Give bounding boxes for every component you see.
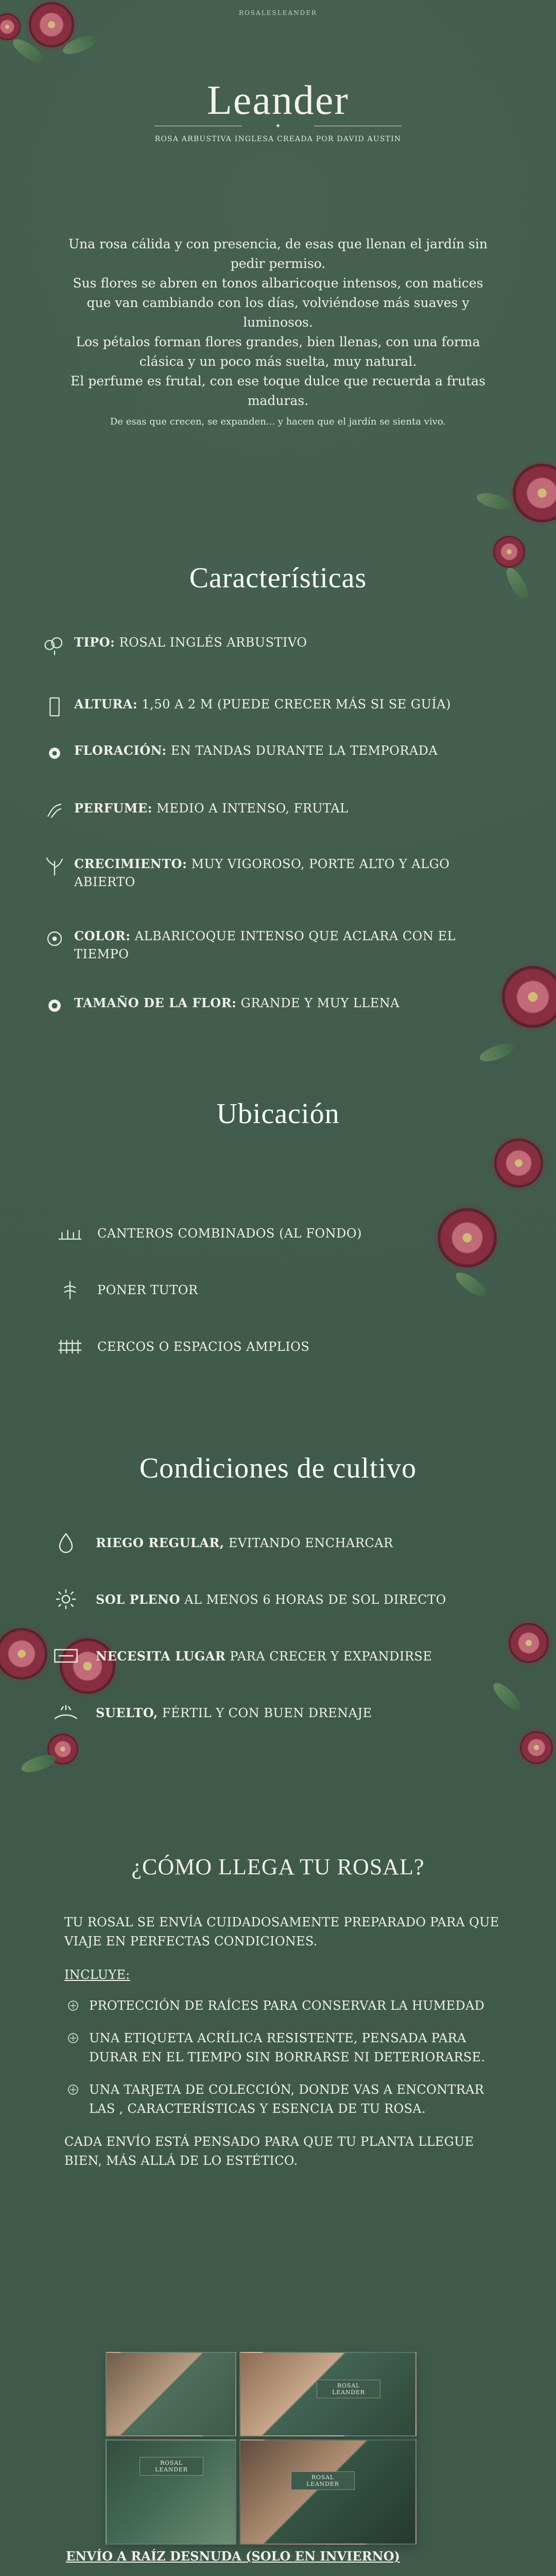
space-icon [47,1643,84,1668]
arrival-bullet-text: UNA TARJETA DE COLECCIÓN, DONDE VAS A ENCONTRAR LAS , CARACTERÍSTICAS Y ESENCIA DE TU ROSA. [89,2082,484,2116]
section-title-arrival: ¿CÓMO LLEGA TU ROSAL? [131,1854,425,1879]
bullet-icon [64,1999,82,2012]
page-title: Leander [206,78,350,123]
package-photo-grid [106,2352,414,2543]
arrival-includes-label: INCLUYE: [64,1968,130,1982]
condition-strong: SOL PLENO [96,1591,181,1607]
stake-icon [54,1278,86,1302]
location-label: PONER TUTOR [97,1283,198,1297]
leaf-decoration [453,1268,490,1300]
section-title-ubicacion: Ubicación [216,1098,340,1130]
rose-decoration-left-cultivo [0,1628,47,1680]
feature-label: FLORACIÓN: [74,743,167,758]
rose-decoration-top-left-small [0,13,21,40]
package-label-card: ROSAL LEANDER [140,2457,203,2476]
leaf-decoration [475,490,513,512]
intro-line: De esas que crecen, se expanden... y hacen que el jardín se sienta vivo. [110,416,446,427]
leaf-decoration [20,1752,58,1775]
bullet-icon [64,2032,82,2044]
intro-line: que van cambiando con los días, volviéndose más suaves y [86,295,470,310]
condition-item [47,1587,446,1612]
feature-value: ROSAL INGLÉS ARBUSTIVO [119,635,307,650]
package-photo [239,2439,416,2545]
location-item [54,1221,362,1246]
arrival-bullet-text: UNA ETIQUETA ACRÍLICA RESISTENTE, PENSADA PARA DURAR EN EL TIEMPO SIN BORRARSE NI DETERIORARSE. [89,2030,485,2064]
rose-decoration-right-cultivo [509,1623,549,1663]
condition-item [47,1700,372,1725]
color-icon [41,927,68,950]
arrival-intro: TU ROSAL SE ENVÍA CUIDADOSAMENTE PREPARADO PARA QUE VIAJE EN PERFECTAS CONDICIONES. [64,1915,499,1949]
feature-label: PERFUME: [74,801,152,816]
feature-value: GRANDE Y MUY LLENA [240,996,400,1010]
package-label-card: ROSAL LEANDER [317,2380,380,2398]
feature-label: TIPO: [74,635,115,650]
package-label-card: ROSAL LEANDER [291,2471,355,2490]
rose-decoration-right-location-3 [494,1139,543,1188]
arrival-bullet-text: PROTECCIÓN DE RAÍCES PARA CONSERVAR LA HUMEDAD [89,1998,485,2013]
rose-decoration-right-cultivo-2 [520,1731,553,1764]
feature-value: ALBARICOQUE INTENSO QUE ACLARA CON EL TIEMPO [74,929,456,961]
intro-text [57,234,499,429]
condition-rest: AL MENOS 6 HORAS DE SOL DIRECTO [180,1592,446,1607]
feature-value: MUY VIGOROSO, PORTE ALTO Y ALGO ABIERTO [74,857,450,889]
condition-strong: SUELTO, [96,1705,158,1720]
feature-value: 1,50 A 2 M (PUEDE CRECER MÁS SI SE GUÍA) [142,697,451,711]
arrival-bullet [64,2029,502,2067]
feature-label: COLOR: [74,928,131,943]
condition-rest: EVITANDO ENCHARCAR [224,1535,393,1550]
condition-strong: RIEGO REGULAR, [96,1535,224,1550]
bullet-icon [64,2083,82,2096]
feature-item [41,800,349,822]
title-ornament: ✦ [154,122,402,131]
intro-line: Sus flores se abren en tonos albaricoque intensos, con matices [73,276,483,291]
section-title-caracteristicas: Características [189,562,367,594]
feature-item [41,742,438,765]
intro-line: Una rosa cálida y con presencia, de esas que llenan el jardín sin [68,236,488,251]
condition-item [47,1530,393,1555]
feature-value: EN TANDAS DURANTE LA TEMPORADA [170,743,438,758]
condition-rest: PARA CRECER Y EXPANDIRSE [225,1649,432,1664]
feature-item [41,696,496,718]
arrival-closing: CADA ENVÍO ESTÁ PENSADO PARA QUE TU PLANTA LLEGUE BIEN, MÁS ALLÁ DE LO ESTÉTICO. [64,2134,474,2168]
location-label: CANTEROS COMBINADOS (AL FONDO) [97,1226,362,1241]
rose-decoration-right-mid [513,464,556,522]
location-label: CERCOS O ESPACIOS AMPLIOS [97,1340,310,1354]
intro-line: El perfume es frutal, con ese toque dulce que recuerda a frutas [71,374,485,388]
page-subtitle: ROSA ARBUSTIVA INGLESA CREADA POR DAVID AUSTIN [154,135,402,143]
scent-icon [41,800,68,822]
feature-label: CRECIMIENTO: [74,856,187,871]
intro-line: clásica y un poco más suelta, muy natural. [139,354,417,369]
package-photo [106,2439,236,2545]
rose-decoration-right-location [502,966,556,1028]
bush-icon [41,634,68,656]
sun-icon [47,1587,84,1612]
top-tag: ROSALESLEANDER [238,9,318,16]
section-title-condiciones: Condiciones de cultivo [139,1452,417,1484]
location-item [54,1334,309,1359]
package-photo [106,2352,236,2436]
condition-item [47,1643,432,1668]
feature-item [41,994,399,1017]
leaf-decoration [478,1040,516,1065]
arrival-bullet [64,2080,502,2119]
water-drop-icon [47,1530,84,1555]
feature-item [41,927,496,963]
location-item [54,1278,198,1302]
arrival-intro-block [64,1913,502,2171]
soil-icon [47,1700,84,1725]
fence-icon [54,1334,86,1359]
intro-line: pedir permiso. [230,256,326,271]
flower-icon [41,742,68,765]
intro-line: maduras. [247,393,309,408]
condition-strong: NECESITA LUGAR [96,1648,226,1664]
arrival-bullet [64,1996,502,2015]
intro-line: Los pétalos forman flores grandes, bien llenas, con una forma [76,334,480,349]
feature-item [41,855,496,891]
winter-shipping-title: ENVÍO A RAÍZ DESNUDA (SOLO EN INVIERNO) [66,2549,400,2564]
garden-bed-icon [54,1221,86,1246]
condition-rest: FÉRTIL Y CON BUEN DRENAJE [158,1705,372,1720]
rose-decoration-right-location-2 [438,1208,497,1267]
leaf-decoration [490,1679,525,1714]
feature-item [41,634,307,656]
height-icon [41,696,68,718]
bloom-size-icon [41,994,68,1017]
intro-line: luminosos. [243,315,313,330]
feature-label: ALTURA: [74,697,138,711]
package-photo [239,2352,416,2436]
growth-icon [41,855,68,878]
feature-label: TAMAÑO DE LA FLOR: [74,995,237,1010]
feature-value: MEDIO A INTENSO, FRUTAL [157,801,349,816]
